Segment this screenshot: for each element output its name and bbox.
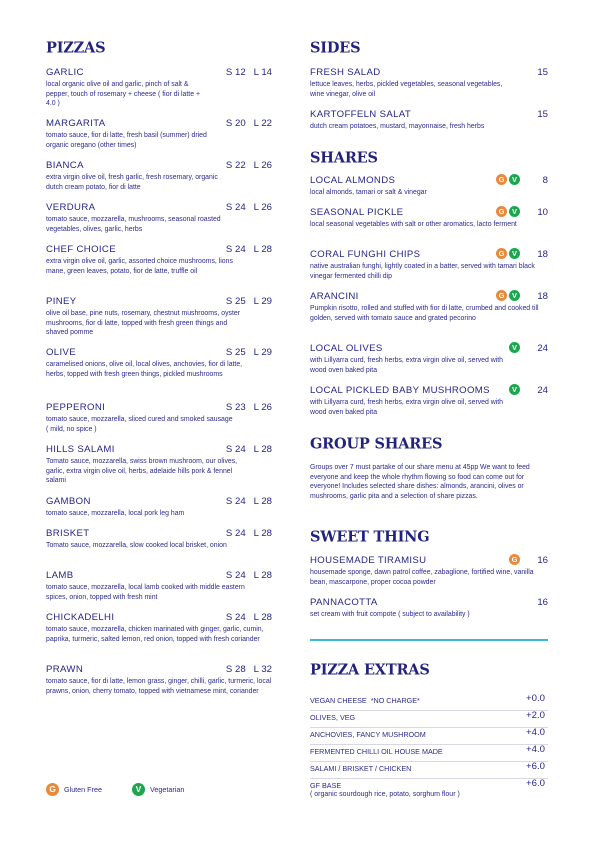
menu-item-margarita <box>46 118 272 150</box>
menu-item-seasonal-pickle <box>310 207 548 230</box>
item-description: extra virgin olive oil, garlic, assorted choice mushrooms, lions mane, green leaves, potato, fior de latte, truffle oil <box>46 258 233 275</box>
item-description: set cream with fruit compote ( subject to availability ) <box>310 611 470 618</box>
item-name: GAMBON <box>46 496 91 507</box>
item-price: 18 <box>537 249 548 260</box>
item-description: tomato sauce, fior di latte, fresh basil (summer) dried organic oregano (other times) <box>46 132 207 149</box>
item-description: tomato sauce, mozzarella, sliced cured and smoked sausage ( mild, no spice ) <box>46 416 233 433</box>
menu-item-hills-salami <box>46 444 272 486</box>
extras-row <box>310 778 548 800</box>
item-price-large: L 26 <box>253 202 272 213</box>
menu-item-coral-funghi-chips <box>310 249 548 281</box>
menu-item-local-almonds <box>310 175 548 198</box>
item-price-large: L 14 <box>253 67 272 78</box>
item-price: 15 <box>537 109 548 120</box>
item-name: PRAWN <box>46 664 84 675</box>
menu-item-local-olives <box>310 343 548 375</box>
item-description: tomato sauce, mozzarella, chicken marinated with ginger, garlic, cumin, paprika, turmeric, salted lemon, red onion, topped with fresh coriander <box>46 626 264 643</box>
item-name: VERDURA <box>46 202 96 213</box>
legend-label: Gluten Free <box>64 785 102 794</box>
item-name: CHEF CHOICE <box>46 244 116 255</box>
item-price-small: S 12 <box>225 67 246 78</box>
menu-item-chef-choice <box>46 244 272 276</box>
item-price-large: L 29 <box>253 296 272 307</box>
sweet-thing-heading: SWEET THING <box>310 528 430 546</box>
item-price-small: S 24 <box>225 612 246 623</box>
item-price-large: L 32 <box>253 664 272 675</box>
item-description: lettuce leaves, herbs, pickled vegetables, seasonal vegetables, wine vinegar, olive oil <box>310 81 503 98</box>
item-price-small: S 23 <box>225 402 246 413</box>
sides-heading: SIDES <box>310 39 361 57</box>
item-price: 16 <box>537 597 548 608</box>
item-name: KARTOFFELN SALAT <box>310 109 412 120</box>
extras-row <box>310 744 548 762</box>
extra-subtext: ( organic sourdough rice, potato, sorghum flour ) <box>310 791 460 798</box>
legend-gluten-free <box>46 783 102 796</box>
item-name: CHICKADELHI <box>46 612 115 623</box>
item-name: PANNACOTTA <box>310 597 378 608</box>
menu-item-pannacotta <box>310 597 548 620</box>
item-price: 18 <box>537 291 548 302</box>
pizzas-heading: PIZZAS <box>46 39 106 57</box>
item-price-small: S 24 <box>225 244 246 255</box>
menu-item-fresh-salad <box>310 67 548 99</box>
item-price-large: L 28 <box>253 570 272 581</box>
gluten-free-icon: G <box>496 206 507 217</box>
gluten-free-icon: G <box>46 783 59 796</box>
item-name: MARGARITA <box>46 118 106 129</box>
extra-price: +6.0 <box>526 778 545 789</box>
vegetarian-icon: V <box>132 783 145 796</box>
menu-item-lamb <box>46 570 272 602</box>
menu-item-housemade-tiramisu <box>310 555 548 587</box>
item-price: 10 <box>537 207 548 218</box>
extra-name: ANCHOVIES, FANCY MUSHROOM <box>310 730 426 739</box>
item-description: local seasonal vegetables with salt or other aromatics, lacto ferment <box>310 221 517 228</box>
item-price-large: L 28 <box>253 496 272 507</box>
item-name: SEASONAL PICKLE <box>310 207 404 218</box>
group-shares-heading: GROUP SHARES <box>310 435 443 453</box>
extra-name: SALAMI / BRISKET / CHICKEN <box>310 764 412 773</box>
gluten-free-icon: G <box>496 290 507 301</box>
item-name: HILLS SALAMI <box>46 444 115 455</box>
item-price-large: L 22 <box>253 118 272 129</box>
item-price-small: S 24 <box>225 496 246 507</box>
menu-item-arancini <box>310 291 548 323</box>
extras-row <box>310 761 548 779</box>
legend-label: Vegetarian <box>150 785 185 794</box>
item-price: 24 <box>537 385 548 396</box>
extras-row <box>310 727 548 745</box>
group-shares-text: Groups over 7 must partake of our share menu at 45pp We want to feed everyone and keep the whole rhythm flowing so food can come out for everyone! Includes selected share dishes: almonds, arancini, olives or mushrooms, garlic pita and a selection of share pizzas. <box>310 464 530 500</box>
menu-item-pepperoni <box>46 402 272 434</box>
item-price-small: S 25 <box>225 347 246 358</box>
item-description: with Lillyarra curd, fresh herbs, extra virgin olive oil, served with wood oven baked pita <box>310 357 504 374</box>
item-name: BIANCA <box>46 160 84 171</box>
vegetarian-icon: V <box>509 248 520 259</box>
item-description: dutch cream potatoes, mustard, mayonnaise, fresh herbs <box>310 123 485 130</box>
item-name: PINEY <box>46 296 77 307</box>
extra-price: +2.0 <box>526 710 545 721</box>
extra-price: +4.0 <box>526 744 545 755</box>
extra-name: GF BASE <box>310 781 342 790</box>
item-name: GARLIC <box>46 67 84 78</box>
extra-price: +4.0 <box>526 727 545 738</box>
pizzas-section <box>46 0 272 841</box>
item-price-large: L 29 <box>253 347 272 358</box>
item-description: local organic olive oil and garlic, pinch of salt & pepper, touch of rosemary + cheese ( fior di latte + 4.0 ) <box>46 81 200 108</box>
item-description: tomato sauce, fior di latte, lemon grass, ginger, chilli, garlic, turmeric, local prawns, onion, cherry tomato, topped with vietnamese mint, coriander <box>46 678 272 695</box>
legend-vegetarian <box>132 783 184 796</box>
gluten-free-icon: G <box>496 174 507 185</box>
item-description: Tomato sauce, mozzarella, swiss brown mushroom, our olives, garlic, extra virgin olive oil, herbs, adelaide hills pork & fennel salami <box>46 458 238 485</box>
item-description: with Lillyarra curd, fresh herbs, extra virgin olive oil, served with wood oven baked pita <box>310 399 504 416</box>
item-price: 15 <box>537 67 548 78</box>
vegetarian-icon: V <box>509 174 520 185</box>
item-price-small: S 24 <box>225 570 246 581</box>
item-name: CORAL FUNGHI CHIPS <box>310 249 421 260</box>
item-price: 16 <box>537 555 548 566</box>
menu-item-local-pickled-baby-mushrooms <box>310 385 548 417</box>
item-name: PEPPERONI <box>46 402 106 413</box>
right-column <box>310 0 548 841</box>
item-price-large: L 28 <box>253 444 272 455</box>
item-name: ARANCINI <box>310 291 359 302</box>
item-description: olive oil base, pine nuts, rosemary, chestnut mushrooms, oyster mushrooms, fior di latte, topped with fresh green things and shaved pomme <box>46 310 241 337</box>
item-description: tomato sauce, mozzarella, local pork leg ham <box>46 510 185 517</box>
item-description: extra virgin olive oil, fresh garlic, fresh rosemary, organic dutch cream potato, fior di latte <box>46 174 218 191</box>
item-price-small: S 24 <box>225 528 246 539</box>
menu-item-prawn <box>46 664 272 696</box>
extras-row <box>310 710 548 728</box>
item-description: tomato sauce, mozzarella, mushrooms, seasonal roasted vegetables, olives, garlic, herbs <box>46 216 221 233</box>
vegetarian-icon: V <box>509 206 520 217</box>
gluten-free-icon: G <box>496 248 507 259</box>
item-name: LOCAL PICKLED BABY MUSHROOMS <box>310 385 490 396</box>
section-divider <box>310 639 548 641</box>
item-price: 24 <box>537 343 548 354</box>
vegetarian-icon: V <box>509 290 520 301</box>
item-price-large: L 28 <box>253 528 272 539</box>
menu-item-garlic <box>46 67 272 109</box>
menu-item-bianca <box>46 160 272 192</box>
item-name: HOUSEMADE TIRAMISU <box>310 555 427 566</box>
menu-item-gambon <box>46 496 272 519</box>
item-description: native australian funghi, lightly coated in a batter, served with tamari black vinegar fermented chilli dip <box>310 263 535 280</box>
vegetarian-icon: V <box>509 384 520 395</box>
item-description: housemade sponge, dawn patrol coffee, zabaglione, fortified wine, vanilla bean, mascarpone, proper cocoa powder <box>310 569 534 586</box>
item-name: LOCAL ALMONDS <box>310 175 396 186</box>
item-name: FRESH SALAD <box>310 67 381 78</box>
item-price-large: L 26 <box>253 160 272 171</box>
pizza-extras-heading: PIZZA EXTRAS <box>310 661 430 679</box>
menu-item-brisket <box>46 528 272 551</box>
menu-item-kartoffeln-salat <box>310 109 548 132</box>
item-description: caramelised onions, olive oil, local olives, anchovies, fior di latte, herbs, topped with fresh green things, pickled mushrooms <box>46 361 243 378</box>
gluten-free-icon: G <box>509 554 520 565</box>
extra-price: +6.0 <box>526 761 545 772</box>
item-price-small: S 25 <box>225 296 246 307</box>
item-description: local almonds, tamari or salt & vinegar <box>310 189 427 196</box>
vegetarian-icon: V <box>509 342 520 353</box>
menu-item-verdura <box>46 202 272 234</box>
extra-name: VEGAN CHEESE *NO CHARGE* <box>310 696 420 705</box>
item-price-large: L 28 <box>253 612 272 623</box>
item-price-large: L 28 <box>253 244 272 255</box>
item-price-small: S 22 <box>225 160 246 171</box>
item-name: OLIVE <box>46 347 77 358</box>
menu-item-piney <box>46 296 272 338</box>
extra-name: OLIVES, VEG <box>310 713 356 722</box>
shares-heading: SHARES <box>310 149 378 167</box>
item-description: Pumpkin risotto, rolled and stuffed with fior di latte, crumbed and cooked till golden, served with tomato sauce and grated pecorino <box>310 305 539 322</box>
item-price-large: L 26 <box>253 402 272 413</box>
item-description: tomato sauce, mozzarella, local lamb cooked with middle eastern spices, onion, topped with fresh mint <box>46 584 245 601</box>
item-price-small: S 28 <box>225 664 246 675</box>
menu-item-chickadelhi <box>46 612 272 644</box>
item-price-small: S 24 <box>225 202 246 213</box>
extras-row <box>310 693 548 711</box>
item-price-small: S 24 <box>225 444 246 455</box>
item-name: BRISKET <box>46 528 90 539</box>
item-name: LAMB <box>46 570 74 581</box>
item-name: LOCAL OLIVES <box>310 343 383 354</box>
extra-name: FERMENTED CHILLI OIL HOUSE MADE <box>310 747 443 756</box>
item-price-small: S 20 <box>225 118 246 129</box>
item-price: 8 <box>542 175 548 186</box>
menu-item-olive <box>46 347 272 379</box>
item-description: Tomato sauce, mozzarella, slow cooked local brisket, onion <box>46 542 227 549</box>
extra-price: +0.0 <box>526 693 545 704</box>
